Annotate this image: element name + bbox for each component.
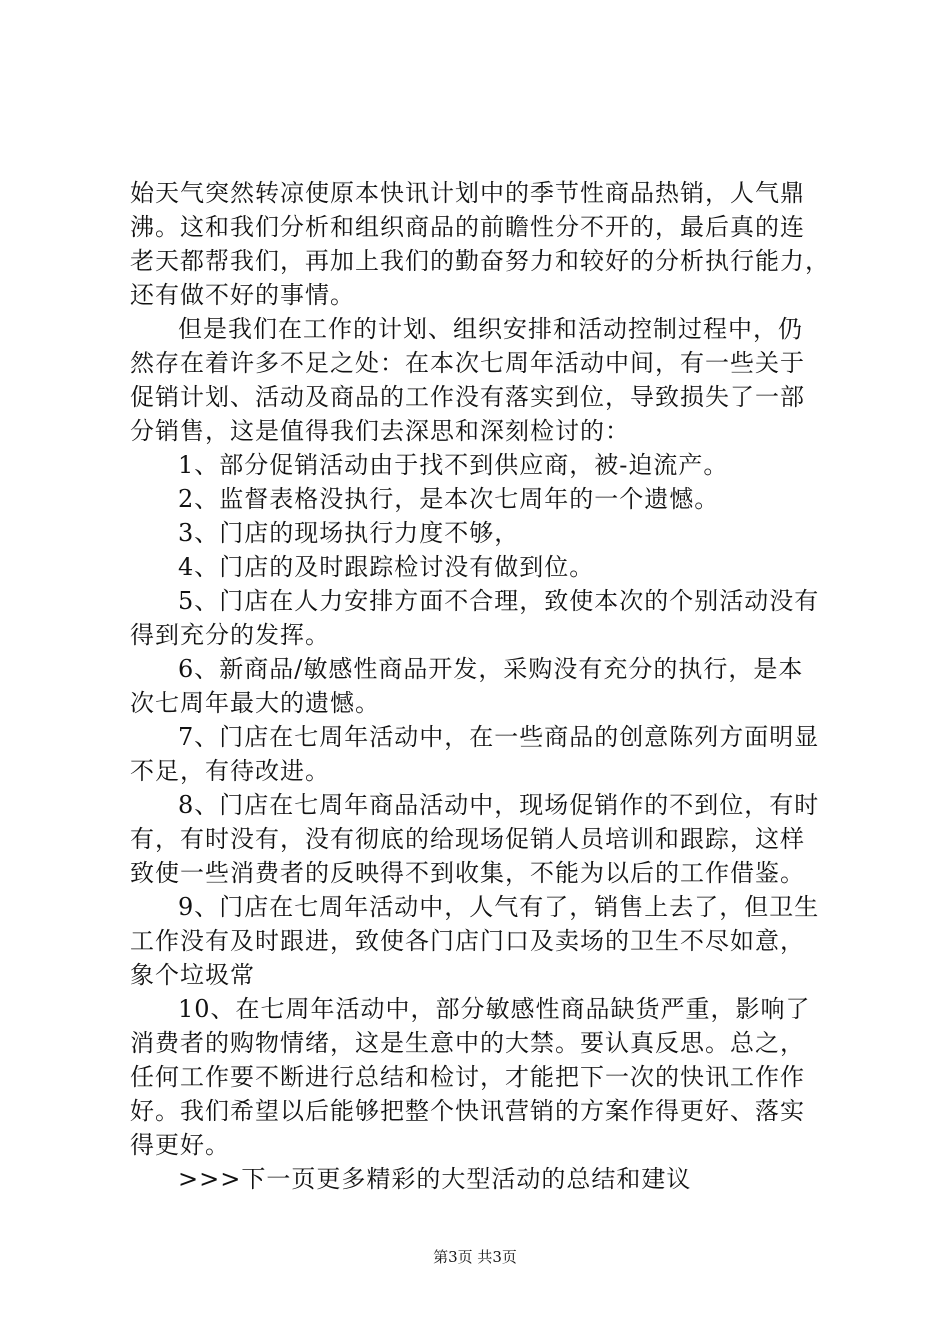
list-item-8-continued: 致使一些消费者的反映得不到收集，不能为以后的工作借鉴。 <box>130 859 805 887</box>
body-line: 还有做不好的事情。 <box>130 281 355 309</box>
body-line: 但是我们在工作的计划、组织安排和活动控制过程中，仍 <box>178 315 803 343</box>
list-item-6: 6、新商品/敏感性商品开发，采购没有充分的执行，是本 <box>178 655 804 683</box>
body-line: 促销计划、活动及商品的工作没有落实到位，导致损失了一部 <box>130 383 805 411</box>
body-line: 老天都帮我们，再加上我们的勤奋努力和较好的分析执行能力， <box>130 247 830 275</box>
list-item-9-continued: 象个垃圾常 <box>130 961 255 989</box>
body-line: 始天气突然转凉使原本快讯计划中的季节性商品热销，人气鼎 <box>130 179 805 207</box>
list-item-1: 1、部分促销活动由于找不到供应商，被-迫流产。 <box>178 451 729 479</box>
list-item-10: 10、在七周年活动中，部分敏感性商品缺货严重，影响了 <box>178 995 811 1023</box>
list-item-7: 7、门店在七周年活动中，在一些商品的创意陈列方面明显 <box>178 723 820 751</box>
list-item-8-continued: 有，有时没有，没有彻底的给现场促销人员培训和跟踪，这样 <box>130 825 805 853</box>
list-item-10-continued: 消费者的购物情绪，这是生意中的大禁。要认真反思。总之， <box>130 1029 805 1057</box>
list-item-5: 5、门店在人力安排方面不合理，致使本次的个别活动没有 <box>178 587 820 615</box>
body-line: 沸。这和我们分析和组织商品的前瞻性分不开的，最后真的连 <box>130 213 805 241</box>
body-line: 然存在着许多不足之处：在本次七周年活动中间，有一些关于 <box>130 349 805 377</box>
list-item-5-continued: 得到充分的发挥。 <box>130 621 330 649</box>
list-item-8: 8、门店在七周年商品活动中，现场促销作的不到位，有时 <box>178 791 820 819</box>
list-item-7-continued: 不足，有待改进。 <box>130 757 330 785</box>
list-item-6-continued: 次七周年最大的遗憾。 <box>130 689 380 717</box>
list-item-9-continued: 工作没有及时跟进，致使各门店门口及卖场的卫生不尽如意， <box>130 927 805 955</box>
next-page-link[interactable]: >>>下一页更多精彩的大型活动的总结和建议 <box>178 1165 692 1193</box>
page-footer: 第3页 共3页 <box>433 1248 517 1266</box>
list-item-9: 9、门店在七周年活动中，人气有了，销售上去了，但卫生 <box>178 893 820 921</box>
list-item-4: 4、门店的及时跟踪检讨没有做到位。 <box>178 553 595 581</box>
list-item-2: 2、监督表格没执行，是本次七周年的一个遗憾。 <box>178 485 720 513</box>
list-item-3: 3、门店的现场执行力度不够， <box>178 519 520 547</box>
body-line: 分销售，这是值得我们去深思和深刻检讨的： <box>130 417 630 445</box>
list-item-10-continued: 得更好。 <box>130 1131 230 1159</box>
list-item-10-continued: 好。我们希望以后能够把整个快讯营销的方案作得更好、落实 <box>130 1097 805 1125</box>
list-item-10-continued: 任何工作要不断进行总结和检讨，才能把下一次的快讯工作作 <box>130 1063 805 1091</box>
